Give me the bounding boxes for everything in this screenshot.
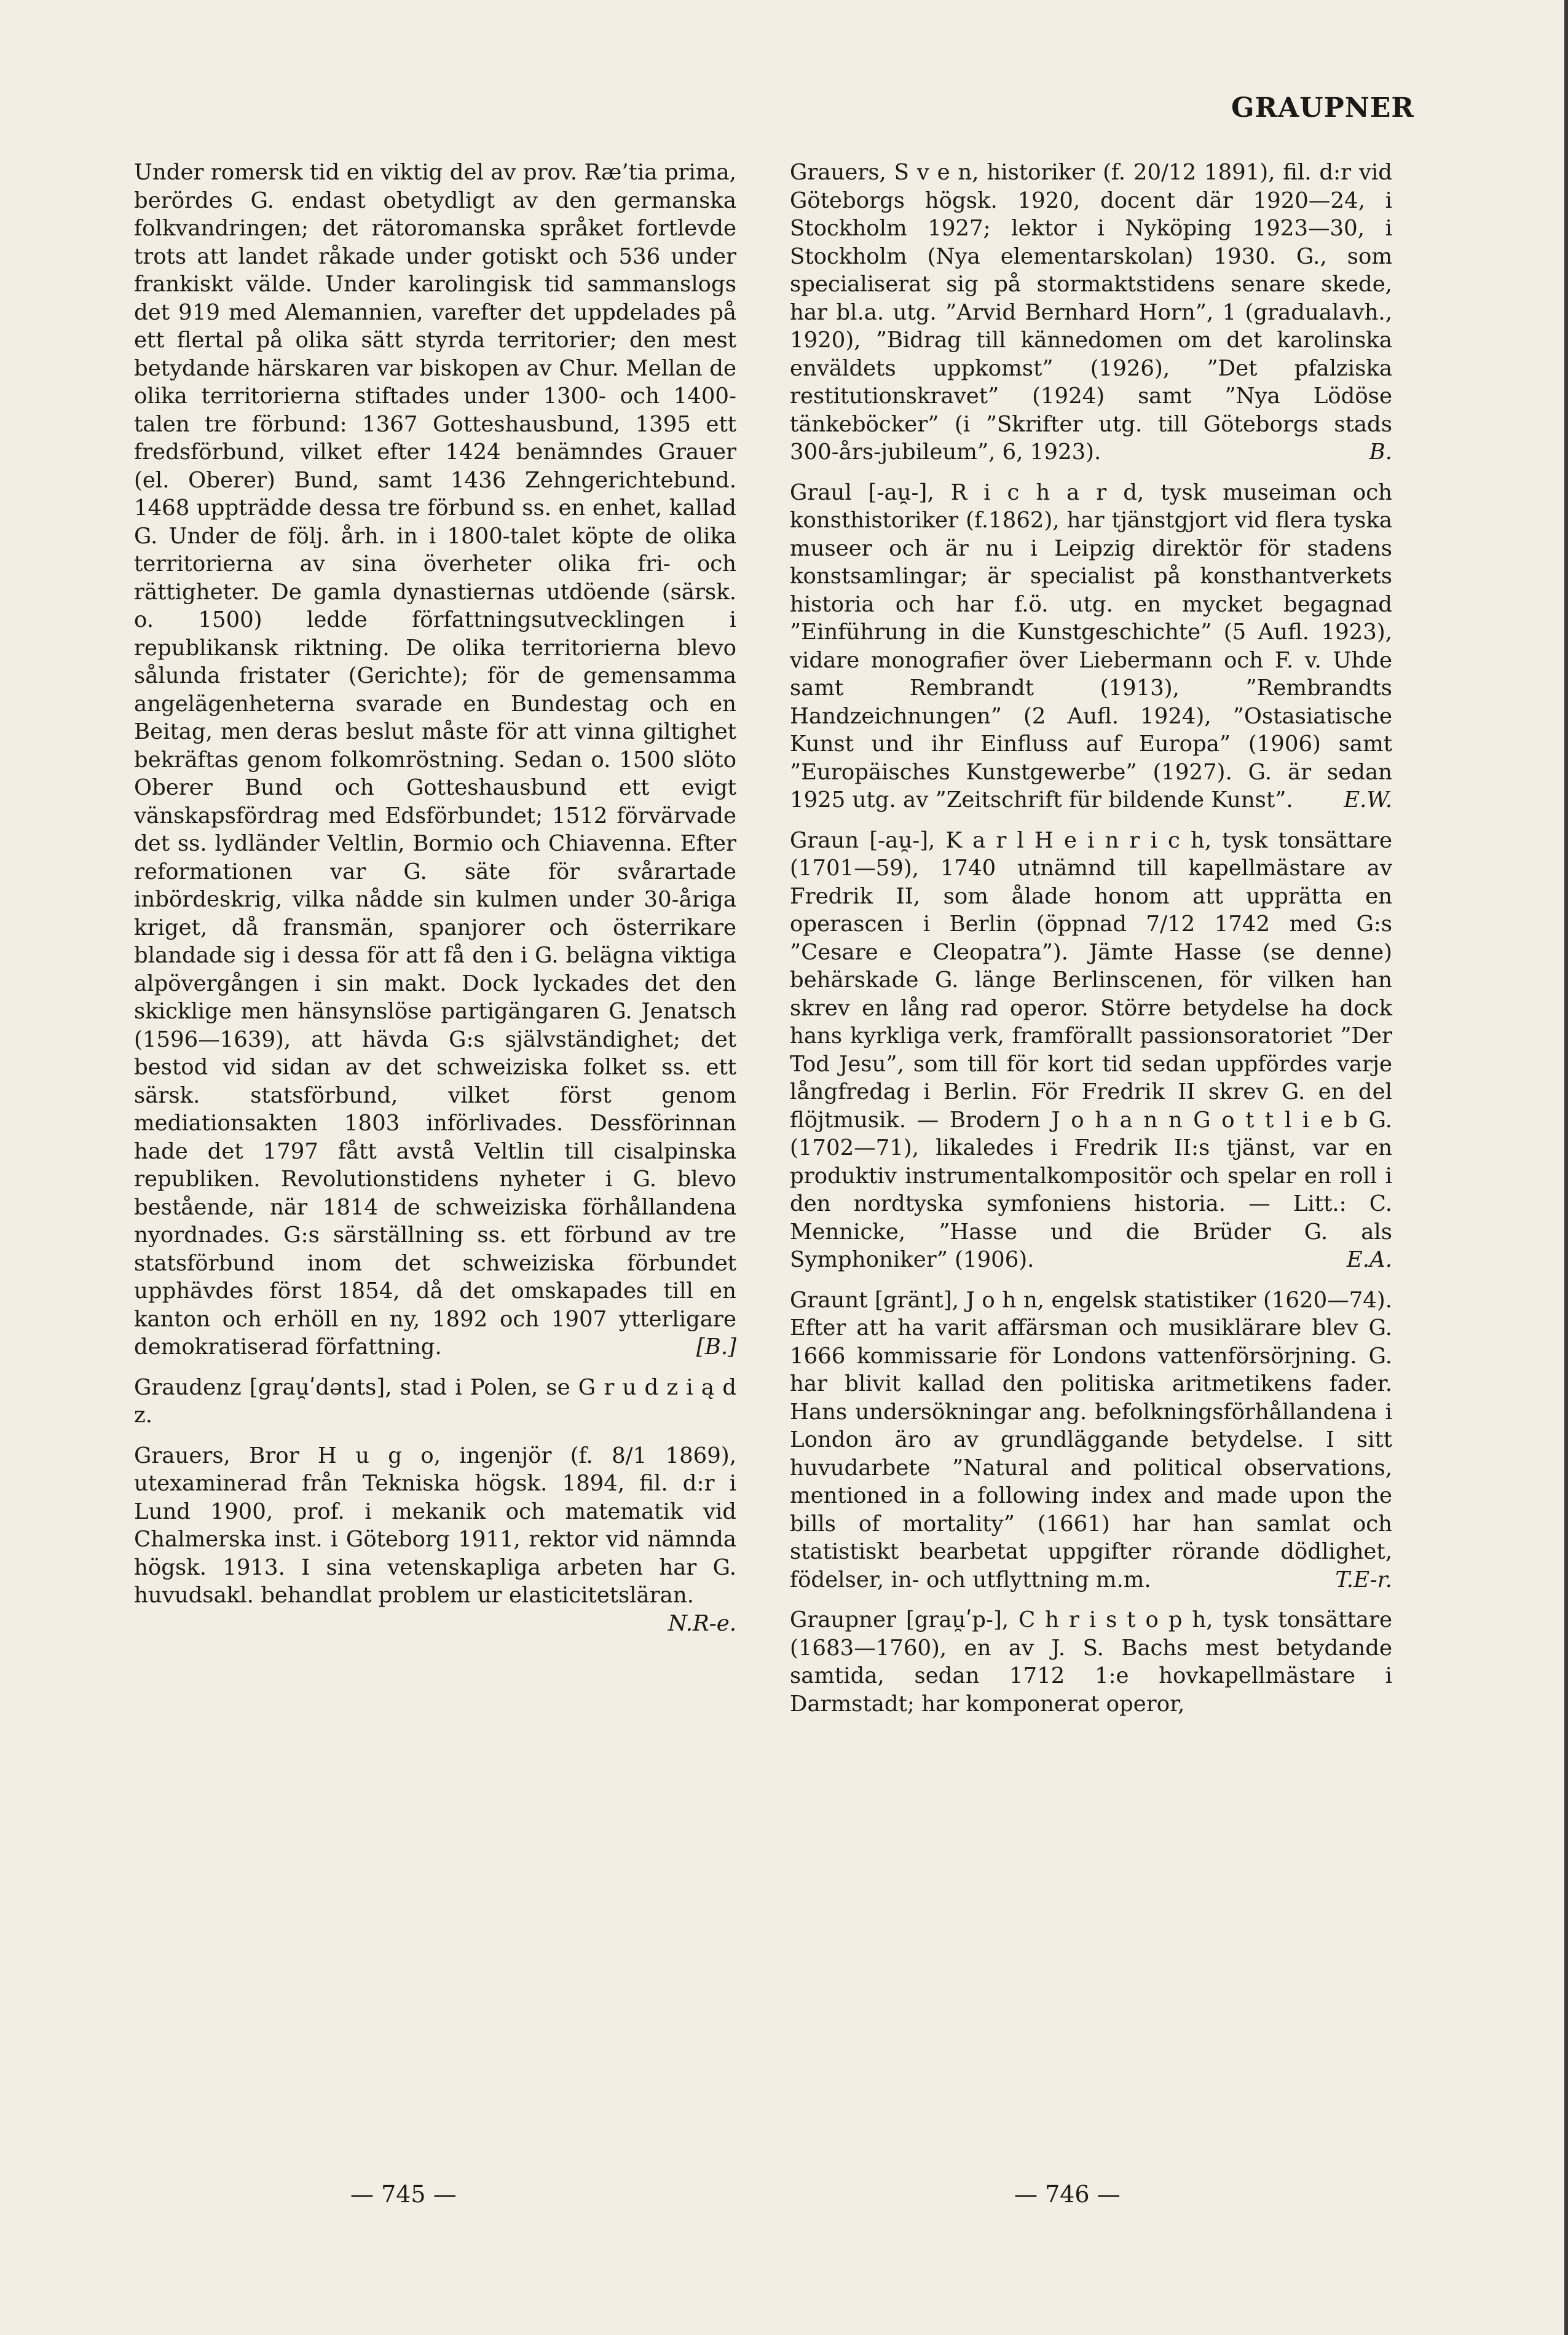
author-signature: N.R-e. [668, 1610, 736, 1636]
entry-graupner [790, 1606, 1392, 1718]
right-column [790, 159, 1392, 1718]
entry-graudenz [134, 1374, 736, 1430]
author-signature: T.E-r. [1335, 1567, 1392, 1593]
running-head: GRAUPNER [1231, 92, 1414, 124]
entry-text: Graun [-au̯-], K a r l H e i n r i c h, tysk tonsättare (1701—59), 1740 utnämnd till kapellmästare av Fredrik II, som ålade honom att upprätta en operascen i Berlin (öppnad 7/12 1742 med G:s ”Cesare e Cleopatra”). Jämte Hasse (se denne) behärskade G. länge Berlinscenen, för vilken han skrev en lång rad operor. Större betydelse ha dock hans kyrkliga verk, framförallt passionsoratoriet ”Der Tod Jesu”, som till för kort tid sedan uppfördes varje långfredag i Berlin. För Fredrik II skrev G. en del flöjtmusik. — Brodern J o h a n n G o t t l i e b G. (1702—71), likaledes i Fredrik II:s tjänst, var en produktiv instrumentalkompositör och spelar en roll i den nordtyska symfoniens historia. — Litt.: C. Mennicke, ”Hasse und die Brüder G. als Symphoniker” (1906). [790, 827, 1392, 1272]
entry-text: Under romersk tid en viktig del av prov. Ræ’tia prima, berördes G. endast obetydligt av den germanska folkvandringen; det rätoromanska språket fortlevde trots att landet råkade under gotiskt och 536 under frankiskt välde. Under karolingisk tid sammanslogs det 919 med Alemannien, varefter det uppdelades på ett flertal på olika sätt styrda territorier; den mest betydande härskaren var biskopen av Chur. Mellan de olika territorierna stiftades under 1300- och 1400-talen tre förbund: 1367 Gotteshausbund, 1395 ett fredsförbund, vilket efter 1424 benämndes Grauer (el. Oberer) Bund, samt 1436 Zehngerichtebund. 1468 uppträdde dessa tre förbund ss. en enhet, kallad G. Under de följ. årh. in i 1800-talet köpte de olika territorierna av sina överheter olika fri- och rättigheter. De gamla dynastiernas utdöende (särsk. o. 1500) ledde författningsutvecklingen i republikansk riktning. De olika territorierna blevo sålunda fristater (Gerichte); för de gemensamma angelägenheterna svarade en Bundestag och en Beitag, men deras beslut måste för att vinna giltighet bekräftas genom folkomröstning. Sedan o. 1500 slöto Oberer Bund och Gotteshausbund ett evigt vänskapsfördrag med Edsförbundet; 1512 förvärvade det ss. lydländer Veltlin, Bormio och Chiavenna. Efter reformationen var G. säte för svårartade inbördeskrig, vilka nådde sin kulmen under 30-åriga kriget, då fransmän, spanjorer och österrikare blandade sig i dessa för att få den i G. belägna viktiga alpövergången i sin makt. Dock lyckades det den skicklige men hänsynslöse partigängaren G. Jenatsch (1596—1639), att hävda G:s självständighet; det bestod vid sidan av det schweiziska folket ss. ett särsk. statsförbund, vilket först genom mediationsakten 1803 införlivades. Dessförinnan hade det 1797 fått avstå Veltlin till cisalpinska republiken. Revolutionstidens nyheter i G. blevo bestående, när 1814 de schweiziska förhållandena nyordnades. G:s särställning ss. ett förbund av tre statsförbund inom det schweiziska förbundet upphävdes först 1854, då det omskapades till en kanton och erhöll en ny, 1892 och 1907 ytterligare demokratiserad författning. [134, 160, 736, 1360]
entry-grauers-hugo [134, 1442, 736, 1636]
author-signature: B. [1369, 439, 1392, 465]
entry-text: Graupner [grau̯ʹp-], C h r i s t o p h, tysk tonsättare (1683—1760), en av J. S. Bachs mest betydande samtida, sedan 1712 1:e hovkapellmästare i Darmstadt; har komponerat operor, [790, 1607, 1392, 1717]
author-signature: [B.] [696, 1334, 736, 1360]
entry-text: Grauers, Bror H u g o, ingenjör (f. 8/1 1869), utexaminerad från Tekniska högsk. 1894, fil. d:r i Lund 1900, prof. i mekanik och matematik vid Chalmerska inst. i Göteborg 1911, rektor vid nämnda högsk. 1913. I sina vetenskapliga arbeten har G. huvudsakl. behandlat problem ur elasticitetsläran. [134, 1443, 736, 1608]
author-signature: E.W. [1344, 787, 1392, 813]
entry-graul [790, 479, 1392, 814]
page-number-right: — 746 — [1014, 2181, 1121, 2208]
entry-text: Graunt [gränt], J o h n, engelsk statistiker (1620—74). Efter att ha varit affärsman och musiklärare blev G. 1666 kommissarie för Londons vattenförsörjning. G. har blivit kallad den politiska aritmetikens fader. Hans undersökningar ang. befolkningsförhållandena i London äro av grundläggande betydelse. I sitt huvudarbete ”Natural and political observations, mentioned in a following index and made upon the bills of mortality” (1661) har han samlat och statistiskt bearbetat uppgifter rörande dödlighet, födelser, in- och utflyttning m.m. [790, 1287, 1392, 1593]
entry-graunt [790, 1286, 1392, 1594]
author-signature: E.A. [1346, 1247, 1392, 1272]
entry-graubunden-continued [134, 159, 736, 1361]
entry-text: Grauers, S v e n, historiker (f. 20/12 1891), fil. d:r vid Göteborgs högsk. 1920, docent där 1920—24, i Stockholm 1927; lektor i Nyköping 1923—30, i Stockholm (Nya elementarskolan) 1930. G., som specialiserat sig på stormaktstidens senare skede, har bl.a. utg. ”Arvid Bernhard Horn”, 1 (gradualavh., 1920), ”Bidrag till kännedomen om det karolinska enväldets uppkomst” (1926), ”Det pfalziska restitutionskravet” (1924) samt ”Nya Lödöse tänkeböcker” (i ”Skrifter utg. till Göteborgs stads 300-års-jubileum”, 6, 1923). [790, 160, 1392, 465]
entry-text: Graul [-au̯-], R i c h a r d, tysk museiman och konsthistoriker (f.1862), har tjänstgjort vid flera tyska museer och är nu i Leipzig direktör för stadens konstsamlingar; är specialist på konsthantverkets historia och har f.ö. utg. en mycket begagnad ”Einführung in die Kunstgeschichte” (5 Aufl. 1923), vidare monografier över Liebermann och F. v. Uhde samt Rembrandt (1913), ”Rembrandts Handzeichnungen” (2 Aufl. 1924), ”Ostasiatische Kunst und ihr Einfluss auf Europa” (1906) samt ”Europäisches Kunstgewerbe” (1927). G. är sedan 1925 utg. av ”Zeitschrift für bildende Kunst”. [790, 479, 1392, 813]
scan-edge [1564, 0, 1568, 2335]
left-column [134, 159, 736, 1637]
entry-grauers-sven [790, 159, 1392, 467]
entry-text: Graudenz [grau̯ʹdənts], stad i Polen, se G r u d z i ą d z. [134, 1374, 736, 1428]
page-number-left: — 745 — [350, 2181, 457, 2208]
entry-graun [790, 827, 1392, 1274]
